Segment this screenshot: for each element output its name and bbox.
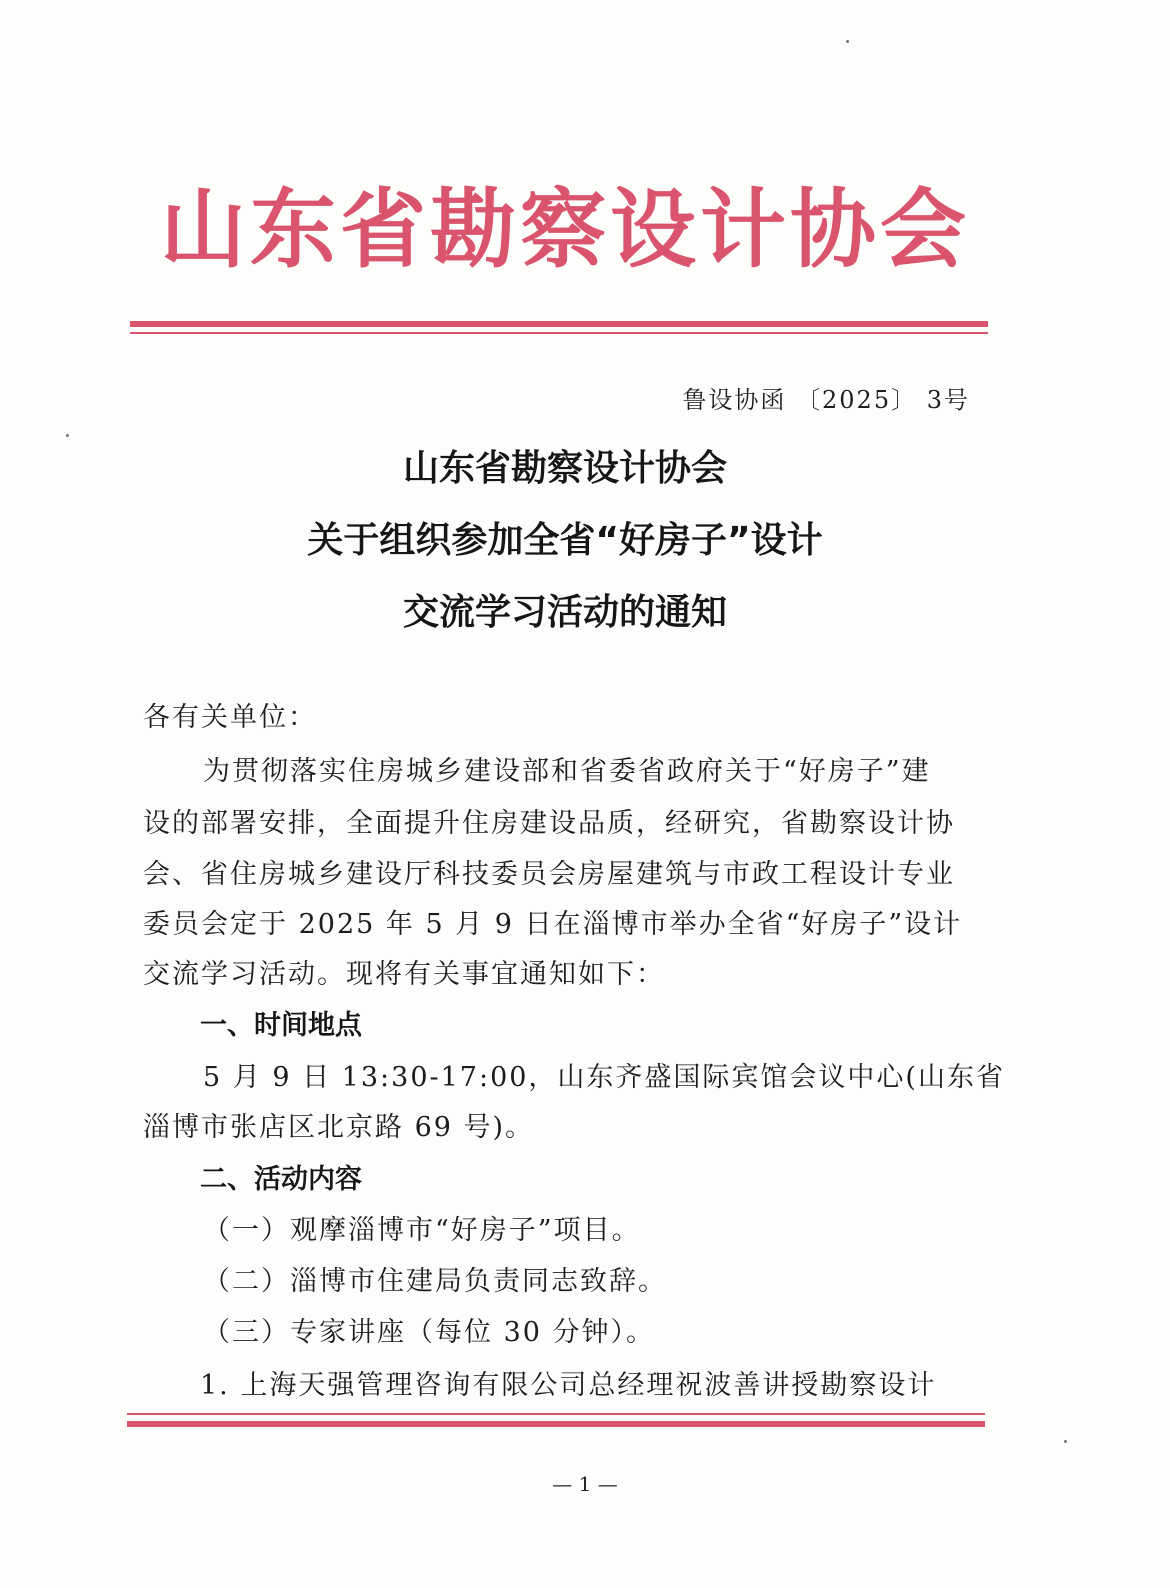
letterhead-org-name: 山东省勘察设计协会 xyxy=(160,179,970,280)
letterhead-rule-thin xyxy=(130,332,988,334)
intro-line: 委员会定于 2025 年 5 月 9 日在淄博市举办全省“好房子”设计 xyxy=(143,909,963,940)
title-line-2: 关于组织参加全省“好房子”设计 xyxy=(307,520,823,561)
time-place-line: 淄博市张店区北京路 69 号)。 xyxy=(143,1112,535,1143)
activity-item: 1. 上海天强管理咨询有限公司总经理祝波善讲授勘察设计 xyxy=(200,1370,937,1401)
time-place-line: 5 月 9 日 13:30-17:00，山东齐盛国际宾馆会议中心(山东省 xyxy=(203,1062,1005,1093)
title-line-1: 山东省勘察设计协会 xyxy=(402,448,727,489)
title-line-3: 交流学习活动的通知 xyxy=(402,592,727,633)
intro-line: 会、省住房城乡建设厅科技委员会房屋建筑与市政工程设计专业 xyxy=(143,859,955,890)
activity-item: （一）观摩淄博市“好房子”项目。 xyxy=(203,1215,641,1246)
footer-rule-thin xyxy=(127,1413,985,1415)
scan-speck xyxy=(846,40,849,43)
intro-line: 为贯彻落实住房城乡建设部和省委省政府关于“好房子”建 xyxy=(203,756,931,787)
section-heading-activities: 二、活动内容 xyxy=(200,1164,362,1195)
scan-speck xyxy=(66,434,69,437)
intro-line: 交流学习活动。现将有关事宜通知如下： xyxy=(143,959,665,990)
document-number: 鲁设协函 〔2025〕 3号 xyxy=(682,386,970,414)
scan-speck xyxy=(1064,1440,1067,1443)
intro-line: 设的部署安排，全面提升住房建设品质，经研究，省勘察设计协 xyxy=(143,808,955,839)
section-heading-time-place: 一、时间地点 xyxy=(200,1010,362,1041)
letterhead-rule-thick xyxy=(130,321,988,327)
salutation: 各有关单位： xyxy=(143,702,317,733)
activity-item: （二）淄博市住建局负责同志致辞。 xyxy=(203,1266,667,1297)
page-number: — 1 — xyxy=(552,1472,618,1496)
activity-item: （三）专家讲座（每位 30 分钟）。 xyxy=(203,1317,656,1348)
footer-rule-thick xyxy=(127,1421,985,1427)
